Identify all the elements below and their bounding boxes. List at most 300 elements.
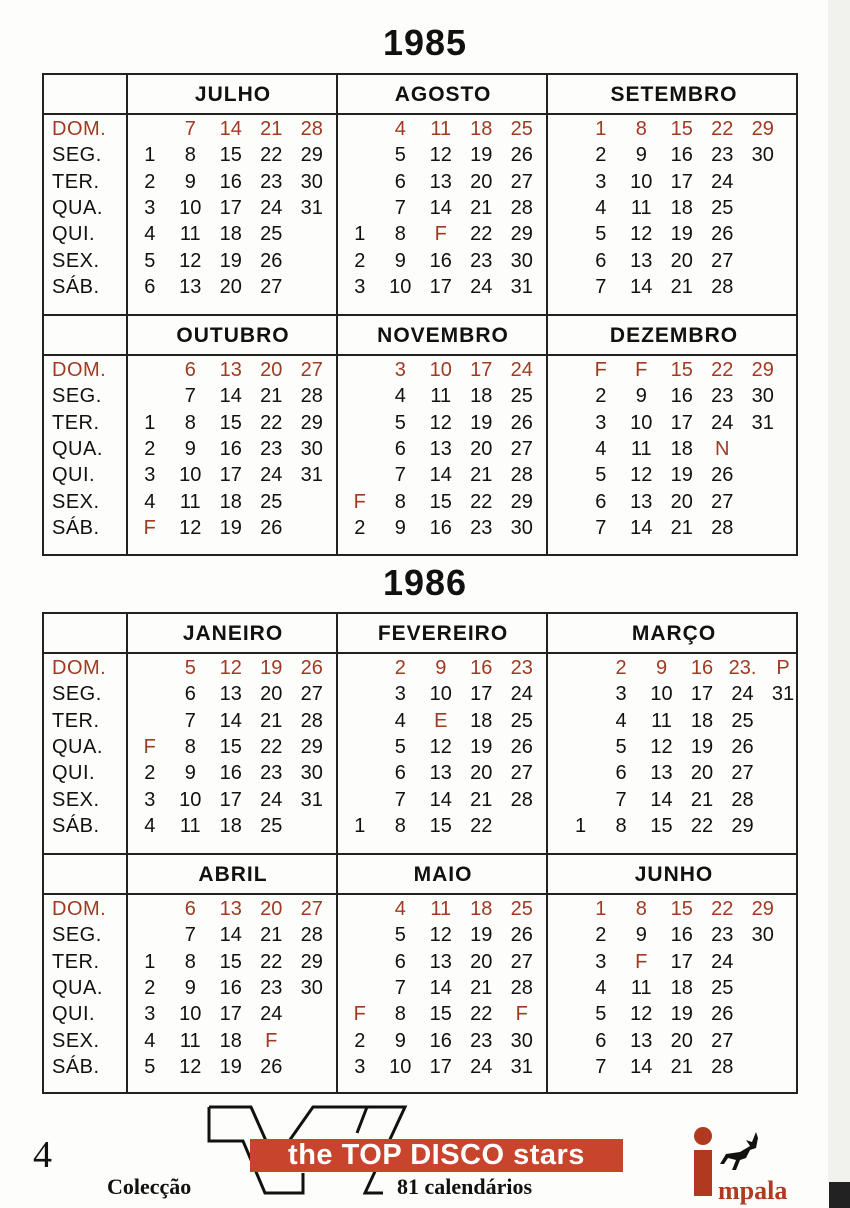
day-cell: 6 xyxy=(615,762,627,785)
day-cell: 18 xyxy=(670,976,693,999)
day-cell: 7 xyxy=(394,196,406,219)
day-cell: 6 xyxy=(184,683,196,706)
day-cell: F xyxy=(594,359,607,381)
day-cell: 26 xyxy=(731,735,754,758)
day-cell: 2 xyxy=(144,976,156,999)
day-cell: 17 xyxy=(219,788,242,811)
day-cell: 6 xyxy=(144,275,156,298)
day-cell: 4 xyxy=(144,223,156,246)
day-cell: 28 xyxy=(711,275,734,298)
month-name: SETEMBRO xyxy=(610,83,738,106)
day-cell: 16 xyxy=(219,762,242,785)
day-cell: 3 xyxy=(144,788,156,811)
day-cell: 26 xyxy=(260,249,283,272)
day-cell: 19 xyxy=(670,223,693,246)
day-cell: 14 xyxy=(429,464,452,487)
day-cell: 13 xyxy=(429,437,452,460)
day-cell: 23 xyxy=(711,144,734,167)
day-cell: 8 xyxy=(615,814,627,837)
day-cell: 27 xyxy=(510,170,533,193)
day-cell: 16 xyxy=(219,437,242,460)
month-name: JANEIRO xyxy=(182,622,284,645)
day-cell: 4 xyxy=(144,1029,156,1052)
day-cell: 21 xyxy=(670,1055,693,1078)
day-cell: 4 xyxy=(394,385,406,408)
day-cell: 4 xyxy=(394,709,406,732)
day-cell: 12 xyxy=(219,657,242,679)
day-cell: 18 xyxy=(670,437,693,460)
day-cell: 10 xyxy=(179,1003,202,1026)
day-cell: F xyxy=(353,490,366,513)
day-cell: 5 xyxy=(595,223,607,246)
day-cell: 20 xyxy=(470,950,493,973)
day-cell: 14 xyxy=(219,709,242,732)
month-name: MAIO xyxy=(413,863,473,886)
month-name: JUNHO xyxy=(634,863,714,886)
day-cell: 1 xyxy=(574,814,587,837)
day-cell: 2 xyxy=(144,762,156,785)
day-cell: 22 xyxy=(260,735,283,758)
day-cell: 19 xyxy=(470,735,493,758)
day-cell: 12 xyxy=(429,144,452,167)
day-cell: 1 xyxy=(144,950,156,973)
day-cell: 10 xyxy=(179,196,202,219)
weekday-label: QUA. xyxy=(52,437,103,460)
top-disco-stars-banner: the TOP DISCO stars xyxy=(250,1139,623,1172)
day-cell: 3 xyxy=(144,464,156,487)
day-cell: 25 xyxy=(510,385,533,408)
day-cell: 28 xyxy=(300,709,323,732)
day-cell: 8 xyxy=(635,898,647,920)
day-cell: 21 xyxy=(470,788,493,811)
day-cell: 26 xyxy=(510,144,533,167)
weekday-label: TER. xyxy=(52,170,100,193)
colecao-label: Colecção xyxy=(107,1174,192,1199)
day-cell: 29 xyxy=(731,814,754,837)
day-cell: 30 xyxy=(300,976,323,999)
day-cell: 27 xyxy=(260,275,283,298)
day-cell: 11 xyxy=(179,814,201,837)
day-cell: 26 xyxy=(260,1055,283,1078)
calendarios-count-label: 81 calendários xyxy=(397,1174,533,1199)
day-cell: 27 xyxy=(300,898,323,920)
day-cell: 20 xyxy=(690,762,714,785)
day-cell: 17 xyxy=(429,275,452,298)
day-cell: 2 xyxy=(354,516,366,539)
month-name: AGOSTO xyxy=(394,83,492,106)
card-number: 4 xyxy=(33,1134,52,1176)
day-cell: 29 xyxy=(300,411,323,434)
day-cell: 23 xyxy=(260,976,283,999)
day-cell: 25 xyxy=(510,118,533,140)
weekday-label: QUI. xyxy=(52,464,96,487)
day-cell: 26 xyxy=(510,735,533,758)
day-cell: 23 xyxy=(711,385,734,408)
day-cell: 2 xyxy=(354,1029,366,1052)
day-cell: 29 xyxy=(300,950,323,973)
day-cell: 23 xyxy=(260,170,283,193)
day-cell: 26 xyxy=(711,223,734,246)
day-cell: 9 xyxy=(635,144,647,167)
day-cell: 6 xyxy=(394,170,406,193)
day-cell: 28 xyxy=(510,788,533,811)
day-cell: 20 xyxy=(219,275,242,298)
day-cell: 18 xyxy=(470,118,493,140)
day-cell: 3 xyxy=(595,170,607,193)
day-cell: 28 xyxy=(510,464,533,487)
day-cell: 14 xyxy=(429,976,452,999)
day-cell: 30 xyxy=(300,762,323,785)
day-cell: 8 xyxy=(394,1003,406,1026)
day-cell: 30 xyxy=(510,516,533,539)
day-cell: 19 xyxy=(219,516,242,539)
day-cell: 16 xyxy=(470,657,493,679)
day-cell: 22 xyxy=(690,814,714,837)
weekday-label: SÁB. xyxy=(52,275,100,298)
day-cell: 14 xyxy=(219,924,242,947)
day-cell: 29 xyxy=(751,118,774,140)
day-cell: 15 xyxy=(219,950,242,973)
day-cell: 31 xyxy=(510,275,533,298)
day-cell: 10 xyxy=(179,788,202,811)
day-cell: 20 xyxy=(470,762,493,785)
month-name: MARÇO xyxy=(631,622,717,645)
day-cell: 11 xyxy=(430,898,452,920)
day-cell: F xyxy=(434,223,447,246)
day-cell: 11 xyxy=(179,223,201,246)
day-cell: 22 xyxy=(260,950,283,973)
day-cell: 12 xyxy=(630,1003,653,1026)
day-cell: 22 xyxy=(260,144,283,167)
weekday-label: QUA. xyxy=(52,196,103,219)
day-cell: F xyxy=(265,1029,278,1052)
weekday-label: QUI. xyxy=(52,1003,96,1026)
day-cell: 15 xyxy=(219,735,242,758)
day-cell: 12 xyxy=(429,735,452,758)
day-cell: 3 xyxy=(394,359,406,381)
day-cell: 13 xyxy=(429,170,452,193)
day-cell: 29 xyxy=(300,735,323,758)
day-cell: 25 xyxy=(711,976,734,999)
day-cell: 4 xyxy=(144,490,156,513)
day-cell: 4 xyxy=(394,898,406,920)
day-cell: 12 xyxy=(429,924,452,947)
day-cell: 1 xyxy=(354,223,366,246)
day-cell: 6 xyxy=(394,950,406,973)
day-cell: 23 xyxy=(470,1029,493,1052)
day-cell: 29 xyxy=(751,898,774,920)
day-cell: 14 xyxy=(429,196,452,219)
day-cell: 31 xyxy=(300,196,323,219)
day-cell: 3 xyxy=(595,411,607,434)
weekday-label: TER. xyxy=(52,950,100,973)
day-cell: 18 xyxy=(670,196,693,219)
day-cell: 11 xyxy=(630,437,652,460)
weekday-label: SÁB. xyxy=(52,814,100,837)
day-cell: 6 xyxy=(595,490,607,513)
day-cell: 15 xyxy=(670,118,693,140)
day-cell: 12 xyxy=(179,516,202,539)
day-cell: 15 xyxy=(219,411,242,434)
day-cell: 24 xyxy=(260,788,283,811)
day-cell: 15 xyxy=(429,1003,452,1026)
day-cell: 28 xyxy=(300,924,323,947)
day-cell: 25 xyxy=(731,709,754,732)
day-cell: 1 xyxy=(595,898,607,920)
day-cell: 25 xyxy=(260,490,283,513)
day-cell: 5 xyxy=(394,924,406,947)
day-cell: 5 xyxy=(615,735,627,758)
day-cell: 12 xyxy=(179,249,202,272)
month-name: DEZEMBRO xyxy=(609,324,739,347)
day-cell: 7 xyxy=(595,275,607,298)
day-cell: 17 xyxy=(429,1055,452,1078)
day-cell: 9 xyxy=(655,657,668,679)
day-cell: 29 xyxy=(510,490,533,513)
month-name: OUTUBRO xyxy=(176,324,290,347)
day-cell: 2 xyxy=(595,385,607,408)
weekday-label: QUI. xyxy=(52,762,96,785)
day-cell: 25 xyxy=(260,814,283,837)
day-cell: 20 xyxy=(470,437,493,460)
day-cell: 19 xyxy=(670,464,693,487)
day-cell: 15 xyxy=(429,490,452,513)
day-cell: 8 xyxy=(184,144,196,167)
day-cell: 27 xyxy=(711,249,734,272)
day-cell: 14 xyxy=(219,118,242,140)
day-cell: 2 xyxy=(354,249,366,272)
day-cell: 23 xyxy=(711,924,734,947)
day-cell: 22 xyxy=(470,1003,493,1026)
weekday-label: SÁB. xyxy=(52,516,100,539)
day-cell: 13 xyxy=(219,359,242,381)
weekday-label: DOM. xyxy=(52,657,107,679)
day-cell: 23 xyxy=(260,437,283,460)
day-cell: 11 xyxy=(179,1029,201,1052)
day-cell: 21 xyxy=(260,118,283,140)
day-cell: 13 xyxy=(429,950,452,973)
day-cell: 10 xyxy=(389,1055,412,1078)
year-heading-1986: 1986 xyxy=(382,562,468,603)
day-cell: 9 xyxy=(184,437,196,460)
day-cell: 17 xyxy=(219,196,242,219)
day-cell: 5 xyxy=(595,1003,607,1026)
day-cell: 15 xyxy=(670,898,693,920)
day-cell: 28 xyxy=(300,118,323,140)
day-cell: 9 xyxy=(184,762,196,785)
day-cell: 4 xyxy=(595,437,607,460)
day-cell: 29 xyxy=(510,223,533,246)
day-cell: 10 xyxy=(630,170,653,193)
day-cell: 20 xyxy=(260,898,283,920)
day-cell: P xyxy=(776,657,790,679)
weekday-label: SEX. xyxy=(52,249,100,272)
day-cell: 26 xyxy=(711,1003,734,1026)
month-name: NOVEMBRO xyxy=(377,324,509,347)
day-cell: 3 xyxy=(144,1003,156,1026)
day-cell: 10 xyxy=(179,464,202,487)
day-cell: 20 xyxy=(670,1029,693,1052)
day-cell: 7 xyxy=(394,788,406,811)
day-cell: 18 xyxy=(219,1029,242,1052)
month-name: JULHO xyxy=(194,83,272,106)
day-cell: 3 xyxy=(394,683,406,706)
day-cell: 17 xyxy=(670,170,693,193)
day-cell: 12 xyxy=(429,411,452,434)
day-cell: 15 xyxy=(219,144,242,167)
day-cell: 14 xyxy=(630,275,653,298)
day-cell: 3 xyxy=(595,950,607,973)
day-cell: 18 xyxy=(470,898,493,920)
day-cell: 8 xyxy=(184,411,196,434)
day-cell: 11 xyxy=(630,196,652,219)
day-cell: 21 xyxy=(470,196,493,219)
day-cell: 9 xyxy=(394,249,406,272)
day-cell: 31 xyxy=(510,1055,533,1078)
day-cell: 8 xyxy=(394,814,406,837)
day-cell: 2 xyxy=(595,144,607,167)
weekday-label: SÁB. xyxy=(52,1055,100,1078)
weekday-label: QUI. xyxy=(52,223,96,246)
day-cell: 5 xyxy=(595,464,607,487)
day-cell: 26 xyxy=(711,464,734,487)
day-cell: 1 xyxy=(144,144,156,167)
day-cell: 30 xyxy=(300,437,323,460)
day-cell: 11 xyxy=(430,118,452,140)
day-cell: 4 xyxy=(595,976,607,999)
day-cell: 18 xyxy=(219,814,242,837)
day-cell: 16 xyxy=(219,976,242,999)
day-cell: 16 xyxy=(670,144,693,167)
day-cell: 29 xyxy=(300,144,323,167)
day-cell: 7 xyxy=(394,976,406,999)
day-cell: 22 xyxy=(711,898,734,920)
day-cell: 24 xyxy=(470,1055,493,1078)
day-cell: 13 xyxy=(650,762,673,785)
weekday-label: DOM. xyxy=(52,118,107,140)
day-cell: 10 xyxy=(429,359,452,381)
day-cell: 27 xyxy=(300,359,323,381)
day-cell: 26 xyxy=(300,657,323,679)
day-cell: 27 xyxy=(510,950,533,973)
day-cell: 25 xyxy=(260,223,283,246)
day-cell: 19 xyxy=(470,411,493,434)
day-cell: 11 xyxy=(630,976,652,999)
day-cell: 10 xyxy=(650,683,673,706)
day-cell: 27 xyxy=(300,683,323,706)
day-cell: 12 xyxy=(630,464,653,487)
day-cell: 13 xyxy=(630,490,653,513)
day-cell: 18 xyxy=(219,490,242,513)
weekday-label: DOM. xyxy=(52,359,107,381)
day-cell: 23 xyxy=(470,516,493,539)
day-cell: 7 xyxy=(184,924,196,947)
day-cell: 30 xyxy=(751,144,774,167)
day-cell: 1 xyxy=(354,814,366,837)
day-cell: 21 xyxy=(670,275,693,298)
day-cell: 24 xyxy=(260,1003,283,1026)
day-cell: 14 xyxy=(650,788,673,811)
day-cell: 3 xyxy=(354,275,366,298)
day-cell: 23 xyxy=(470,249,493,272)
day-cell: 18 xyxy=(470,385,493,408)
day-cell: 23 xyxy=(260,762,283,785)
day-cell: 7 xyxy=(184,709,196,732)
day-cell: F xyxy=(635,359,648,381)
day-cell: 7 xyxy=(184,385,196,408)
day-cell: 24 xyxy=(510,683,533,706)
day-cell: 6 xyxy=(184,898,196,920)
weekday-label: SEG. xyxy=(52,385,102,408)
day-cell: 24 xyxy=(260,196,283,219)
day-cell: 2 xyxy=(595,924,607,947)
day-cell: 6 xyxy=(394,762,406,785)
day-cell: N xyxy=(715,437,730,460)
day-cell: 9 xyxy=(184,976,196,999)
day-cell: 13 xyxy=(429,762,452,785)
day-cell: 11 xyxy=(179,490,201,513)
day-cell: 28 xyxy=(510,196,533,219)
weekday-label: SEG. xyxy=(52,924,102,947)
day-cell: 16 xyxy=(429,249,452,272)
day-cell: 18 xyxy=(219,223,242,246)
day-cell: 21 xyxy=(260,709,283,732)
day-cell: 15 xyxy=(670,359,693,381)
day-cell: 7 xyxy=(615,788,627,811)
day-cell: 31 xyxy=(300,464,323,487)
day-cell: 28 xyxy=(711,1055,734,1078)
day-cell: 27 xyxy=(510,762,533,785)
day-cell: 5 xyxy=(394,411,406,434)
day-cell: 27 xyxy=(731,762,754,785)
day-cell: 12 xyxy=(650,735,673,758)
day-cell: 15 xyxy=(650,814,673,837)
day-cell: 21 xyxy=(260,385,283,408)
day-cell: 27 xyxy=(510,437,533,460)
day-cell: 14 xyxy=(219,385,242,408)
day-cell: 20 xyxy=(260,683,283,706)
day-cell: 8 xyxy=(394,490,406,513)
day-cell: 31 xyxy=(751,411,774,434)
day-cell: 6 xyxy=(595,249,607,272)
day-cell: 22 xyxy=(470,223,493,246)
day-cell: 21 xyxy=(260,924,283,947)
day-cell: 7 xyxy=(184,118,196,140)
day-cell: 12 xyxy=(630,223,653,246)
day-cell: 4 xyxy=(595,196,607,219)
day-cell: 21 xyxy=(470,976,493,999)
day-cell: 26 xyxy=(260,516,283,539)
day-cell: 9 xyxy=(435,657,447,679)
day-cell: 2 xyxy=(144,437,156,460)
day-cell: 3 xyxy=(354,1055,366,1078)
day-cell: 19 xyxy=(260,657,283,679)
day-cell: 20 xyxy=(670,490,693,513)
day-cell: 17 xyxy=(219,1003,242,1026)
weekday-label: TER. xyxy=(52,411,100,434)
day-cell: 12 xyxy=(179,1055,202,1078)
calendar-block-1985 xyxy=(42,73,798,556)
day-cell: 4 xyxy=(615,709,627,732)
day-cell: 3 xyxy=(615,683,627,706)
day-cell: 26 xyxy=(510,411,533,434)
day-cell: 22 xyxy=(260,411,283,434)
day-cell: 18 xyxy=(470,709,493,732)
day-cell: 13 xyxy=(179,275,202,298)
day-cell: F xyxy=(635,950,648,973)
day-cell: 18 xyxy=(690,709,714,732)
corner-mark xyxy=(829,1182,850,1208)
